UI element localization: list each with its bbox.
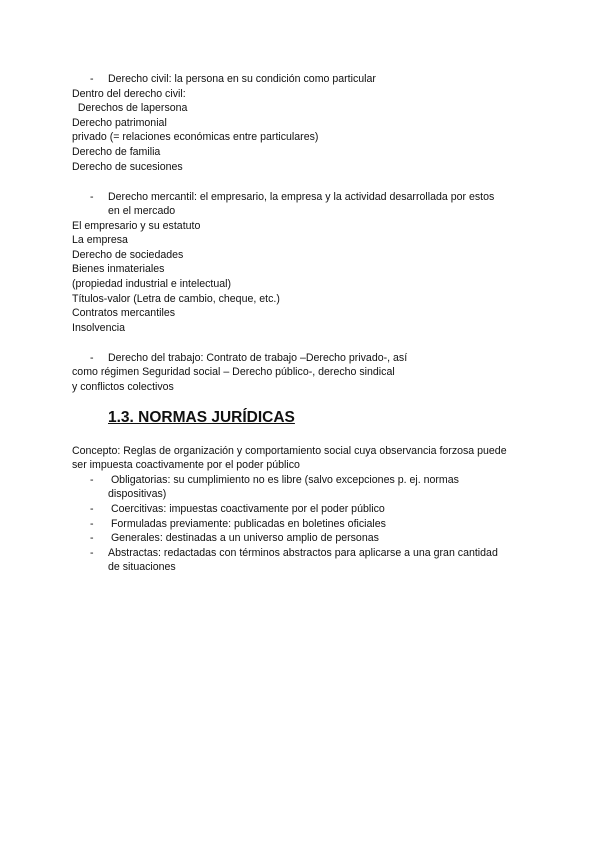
feature-item-continuation: de situaciones bbox=[108, 561, 176, 573]
feature-item: Generales: destinadas a un universo amplio de personas bbox=[108, 532, 379, 544]
text-line: Bienes inmateriales bbox=[72, 263, 165, 275]
text-line: Contratos mercantiles bbox=[72, 307, 176, 319]
feature-item-continuation: dispositivas) bbox=[108, 488, 167, 500]
bullet-dash: - bbox=[90, 73, 94, 85]
text-line: como régimen Seguridad social – Derecho público-, derecho sindical bbox=[72, 366, 395, 378]
text-line: privado (= relaciones económicas entre particulares) bbox=[72, 131, 319, 143]
text-line: (propiedad industrial e intelectual) bbox=[72, 278, 231, 290]
list-item: Derecho civil: la persona en su condición como particular bbox=[108, 73, 376, 85]
text-line: La empresa bbox=[72, 234, 128, 246]
text-line: Insolvencia bbox=[72, 322, 125, 334]
list-item: Derecho del trabajo: Contrato de trabajo –Derecho privado-, así bbox=[108, 352, 408, 364]
text-line: Derecho de sucesiones bbox=[72, 161, 183, 173]
feature-item: Obligatorias: su cumplimiento no es libre (salvo excepciones p. ej. normas bbox=[108, 474, 459, 486]
text-line: El empresario y su estatuto bbox=[72, 220, 201, 232]
bullet-dash: - bbox=[90, 532, 94, 544]
text-line: Derechos de lapersona bbox=[72, 102, 188, 114]
concept-text: Concepto: Reglas de organización y comportamiento social cuya observancia forzosa puede bbox=[72, 445, 507, 457]
list-item-continuation: en el mercado bbox=[108, 205, 176, 217]
bullet-dash: - bbox=[90, 352, 94, 364]
bullet-dash: - bbox=[90, 474, 94, 486]
bullet-dash: - bbox=[90, 503, 94, 515]
text-line: Derecho de familia bbox=[72, 146, 161, 158]
bullet-dash: - bbox=[90, 547, 94, 559]
section-heading: 1.3. NORMAS JURÍDICAS bbox=[108, 409, 295, 426]
feature-item: Coercitivas: impuestas coactivamente por el poder público bbox=[108, 503, 385, 515]
feature-item: Formuladas previamente: publicadas en boletines oficiales bbox=[108, 518, 386, 530]
text-line: y conflictos colectivos bbox=[72, 381, 174, 393]
bullet-dash: - bbox=[90, 518, 94, 530]
text-line: Derecho patrimonial bbox=[72, 117, 167, 129]
bullet-dash: - bbox=[90, 191, 94, 203]
text-line: Dentro del derecho civil: bbox=[72, 88, 186, 100]
text-line: Derecho de sociedades bbox=[72, 249, 184, 261]
list-item: Derecho mercantil: el empresario, la empresa y la actividad desarrollada por estos bbox=[108, 191, 495, 203]
text-line: Títulos-valor (Letra de cambio, cheque, etc.) bbox=[72, 293, 280, 305]
concept-text: ser impuesta coactivamente por el poder público bbox=[72, 459, 300, 471]
feature-item: Abstractas: redactadas con términos abstractos para aplicarse a una gran cantidad bbox=[108, 547, 498, 559]
